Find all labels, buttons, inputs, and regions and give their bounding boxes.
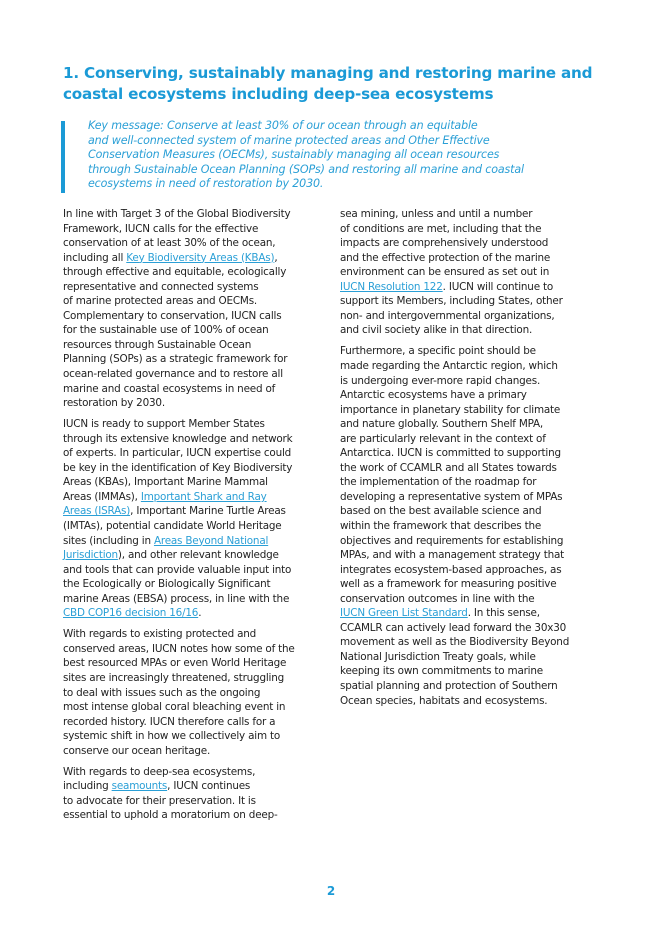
- text-line: [340, 403, 612, 418]
- text-line: [63, 280, 335, 295]
- text-line: [340, 635, 612, 650]
- text-segment: . IUCN will continue to: [442, 280, 554, 293]
- text-segment: be key in the identification of Key Biodiversity: [63, 461, 293, 474]
- inline-link[interactable]: IUCN Green List Standard: [340, 607, 468, 620]
- text-line: [63, 461, 335, 476]
- text-column-left: [63, 207, 335, 829]
- key-message-line: Key message: Conserve at least 30% of our ocean through an equitable: [88, 119, 478, 132]
- text-line: [63, 715, 335, 730]
- text-line: [63, 700, 335, 715]
- text-segment: the implementation of the roadmap for: [340, 476, 537, 489]
- text-segment: based on the best available science and: [340, 505, 542, 518]
- text-line: [340, 504, 612, 519]
- text-segment: including all: [63, 251, 127, 264]
- text-line: [340, 650, 612, 665]
- text-segment: and nature globally. Southern Shelf MPA,: [340, 418, 544, 431]
- text-segment: of conditions are met, including that the: [340, 222, 542, 235]
- text-line: [63, 323, 335, 338]
- text-line: [63, 808, 335, 823]
- text-segment: .: [198, 607, 202, 620]
- text-segment: marine Areas (EBSA) process, in line with the: [63, 592, 290, 605]
- inline-link[interactable]: Important Shark and Ray: [140, 490, 267, 503]
- text-segment: Ocean species, habitats and ecosystems.: [340, 694, 548, 707]
- text-line: [63, 563, 335, 578]
- text-line: [63, 490, 335, 505]
- text-line: [63, 432, 335, 447]
- text-segment: are particularly relevant in the context of: [340, 432, 546, 445]
- text-line: [63, 577, 335, 592]
- text-segment: Planning (SOPs) as a strategic framework for: [63, 353, 288, 366]
- text-segment: non- and intergovernmental organizations,: [340, 309, 555, 322]
- text-line: [340, 534, 612, 549]
- text-line: [63, 236, 335, 251]
- text-line: [340, 309, 612, 324]
- text-line: [340, 417, 612, 432]
- text-line: [340, 694, 612, 709]
- text-line: [63, 446, 335, 461]
- text-segment: of experts. In particular, IUCN expertise could: [63, 447, 292, 460]
- text-line: [63, 765, 335, 780]
- text-line: [63, 207, 335, 222]
- text-segment: National Jurisdiction Treaty goals, while: [340, 650, 536, 663]
- text-segment: essential to uphold a moratorium on deep-: [63, 809, 278, 822]
- text-line: [340, 294, 612, 309]
- text-line: [63, 338, 335, 353]
- text-segment: of marine protected areas and OECMs.: [63, 295, 258, 308]
- key-message-line: and well-connected system of marine protected areas and Other Effective: [88, 133, 490, 147]
- text-line: [340, 446, 612, 461]
- text-line: [63, 222, 335, 237]
- text-segment: within the framework that describes the: [340, 519, 542, 532]
- text-line: [63, 729, 335, 744]
- text-line: [63, 475, 335, 490]
- inline-link[interactable]: CBD COP16 decision 16/16: [63, 607, 199, 620]
- key-message-line: through Sustainable Ocean Planning (SOPs) and restoring all marine and coastal: [88, 162, 524, 176]
- text-line: [63, 671, 335, 686]
- inline-link[interactable]: IUCN Resolution 122: [340, 280, 443, 293]
- text-line: [63, 367, 335, 382]
- text-segment: systemic shift in how we collectively aim to: [63, 730, 281, 743]
- text-line: [340, 236, 612, 251]
- text-line: [340, 280, 612, 295]
- text-line: [340, 461, 612, 476]
- text-segment: made regarding the Antarctic region, which: [340, 359, 558, 372]
- paragraph: [340, 344, 612, 708]
- text-segment: the work of CCAMLR and all States towards: [340, 461, 557, 474]
- text-segment: resources through Sustainable Ocean: [63, 338, 252, 351]
- inline-link[interactable]: seamounts: [111, 780, 168, 793]
- heading-line: coastal ecosystems including deep-sea ecosystems: [63, 85, 494, 103]
- text-line: [340, 679, 612, 694]
- text-line: [340, 207, 612, 222]
- text-line: [340, 548, 612, 563]
- inline-link[interactable]: Jurisdiction: [63, 549, 118, 562]
- text-segment: With regards to existing protected and: [63, 628, 257, 641]
- text-line: [63, 352, 335, 367]
- text-segment: restoration by 2030.: [63, 397, 165, 410]
- text-line: [63, 417, 335, 432]
- text-segment: . In this sense,: [467, 607, 540, 620]
- text-line: [63, 548, 335, 563]
- text-segment: conservation of at least 30% of the ocean,: [63, 237, 276, 250]
- text-segment: through effective and equitable, ecologically: [63, 266, 287, 279]
- text-segment: Complementary to conservation, IUCN calls: [63, 309, 282, 322]
- key-message-line: Conservation Measures (OECMs), sustainably managing all ocean resources: [88, 148, 500, 161]
- text-segment: , Important Marine Turtle Areas: [130, 505, 286, 518]
- text-line: [340, 475, 612, 490]
- text-segment: representative and connected systems: [63, 280, 259, 293]
- text-line: [63, 686, 335, 701]
- text-segment: to deal with issues such as the ongoing: [63, 686, 261, 699]
- text-segment: for the sustainable use of 100% of ocean: [63, 324, 269, 337]
- key-message-line: ecosystems in need of restoration by 2030.: [88, 177, 324, 190]
- text-line: [340, 251, 612, 266]
- text-segment: CCAMLR can actively lead forward the 30x30: [340, 621, 567, 634]
- text-segment: through its extensive knowledge and network: [63, 432, 293, 445]
- text-segment: With regards to deep-sea ecosystems,: [63, 765, 256, 778]
- text-segment: developing a representative system of MPAs: [340, 490, 563, 503]
- text-segment: sites are increasingly threatened, struggling: [63, 671, 284, 684]
- inline-link[interactable]: Key Biodiversity Areas (KBAs): [126, 251, 275, 264]
- text-line: [63, 779, 335, 794]
- text-line: [340, 359, 612, 374]
- text-line: [340, 577, 612, 592]
- text-segment: marine and coastal ecosystems in need of: [63, 382, 276, 395]
- text-line: [340, 388, 612, 403]
- text-segment: objectives and requirements for establishing: [340, 534, 564, 547]
- text-segment: and civil society alike in that direction.: [340, 324, 533, 337]
- text-line: [340, 519, 612, 534]
- text-segment: ,: [274, 251, 278, 264]
- paragraph: [63, 765, 335, 823]
- text-line: [63, 794, 335, 809]
- text-line: [63, 504, 335, 519]
- text-segment: to advocate for their preservation. It is: [63, 794, 256, 807]
- text-line: [63, 265, 335, 280]
- text-line: [340, 323, 612, 338]
- text-segment: Antarctic ecosystems have a primary: [340, 389, 527, 402]
- text-line: [340, 606, 612, 621]
- heading-line: 1. Conserving, sustainably managing and restoring marine and: [63, 64, 593, 82]
- text-segment: In line with Target 3 of the Global Biodiversity: [63, 208, 291, 220]
- text-segment: importance in planetary stability for climate: [340, 403, 561, 416]
- text-segment: Areas (IMMAs),: [63, 490, 141, 503]
- text-column-right: [340, 207, 612, 715]
- text-segment: integrates ecosystem-based approaches, as: [340, 563, 562, 576]
- paragraph: [63, 417, 335, 621]
- text-segment: best resourced MPAs or even World Heritage: [63, 657, 287, 670]
- text-segment: recorded history. IUCN therefore calls for a: [63, 715, 276, 728]
- text-line: [63, 519, 335, 534]
- inline-link[interactable]: Areas Beyond National: [153, 534, 269, 547]
- text-segment: including: [63, 780, 112, 793]
- text-segment: Framework, IUCN calls for the effective: [63, 222, 259, 235]
- text-segment: most intense global coral bleaching event in: [63, 701, 286, 714]
- text-line: [63, 744, 335, 759]
- page-number: 2: [326, 884, 336, 898]
- text-segment: and the effective protection of the marine: [340, 251, 551, 264]
- text-line: [63, 656, 335, 671]
- inline-link[interactable]: Areas (ISRAs): [63, 505, 131, 518]
- text-segment: conserve our ocean heritage.: [63, 744, 211, 757]
- paragraph: [63, 627, 335, 758]
- text-segment: Antarctica. IUCN is committed to supporting: [340, 447, 561, 460]
- text-line: [63, 294, 335, 309]
- text-line: [63, 534, 335, 549]
- text-line: [63, 606, 335, 621]
- text-segment: Furthermore, a specific point should be: [340, 345, 536, 358]
- text-segment: MPAs, and with a management strategy that: [340, 549, 565, 562]
- text-segment: sea mining, unless and until a number: [340, 208, 533, 220]
- text-segment: ocean-related governance and to restore all: [63, 368, 283, 381]
- section-heading: [63, 63, 623, 105]
- paragraph: [340, 207, 612, 338]
- text-line: [63, 309, 335, 324]
- text-segment: environment can be ensured as set out in: [340, 266, 550, 279]
- text-line: [340, 621, 612, 636]
- text-line: [340, 222, 612, 237]
- text-line: [63, 382, 335, 397]
- text-segment: is undergoing ever-more rapid changes.: [340, 374, 541, 387]
- text-segment: keeping its own commitments to marine: [340, 665, 543, 678]
- text-segment: conserved areas, IUCN notes how some of the: [63, 642, 295, 655]
- text-line: [63, 396, 335, 411]
- text-line: [63, 251, 335, 266]
- key-message-accent-bar: [61, 121, 65, 193]
- text-line: [340, 432, 612, 447]
- text-segment: (IMTAs), potential candidate World Heritage: [63, 519, 282, 532]
- text-segment: impacts are comprehensively understood: [340, 237, 549, 250]
- text-segment: , IUCN continues: [167, 780, 251, 793]
- text-line: [340, 563, 612, 578]
- text-line: [63, 642, 335, 657]
- text-segment: sites (including in: [63, 534, 154, 547]
- text-segment: ), and other relevant knowledge: [117, 549, 279, 562]
- text-segment: the Ecologically or Biologically Significant: [63, 578, 271, 591]
- text-line: [340, 592, 612, 607]
- text-segment: and tools that can provide valuable input into: [63, 563, 292, 576]
- text-segment: conservation outcomes in line with the: [340, 592, 535, 605]
- text-segment: Areas (KBAs), Important Marine Mammal: [63, 476, 268, 489]
- text-line: [63, 592, 335, 607]
- text-segment: support its Members, including States, other: [340, 295, 563, 308]
- paragraph: [63, 207, 335, 411]
- text-segment: movement as well as the Biodiversity Beyond: [340, 636, 570, 649]
- text-line: [340, 664, 612, 679]
- text-line: [63, 627, 335, 642]
- text-segment: spatial planning and protection of Southern: [340, 680, 558, 692]
- text-segment: IUCN is ready to support Member States: [63, 418, 265, 431]
- text-line: [340, 374, 612, 389]
- text-line: [340, 344, 612, 359]
- key-message: [88, 119, 608, 192]
- text-line: [340, 490, 612, 505]
- text-segment: well as a framework for measuring positive: [340, 578, 557, 591]
- text-line: [340, 265, 612, 280]
